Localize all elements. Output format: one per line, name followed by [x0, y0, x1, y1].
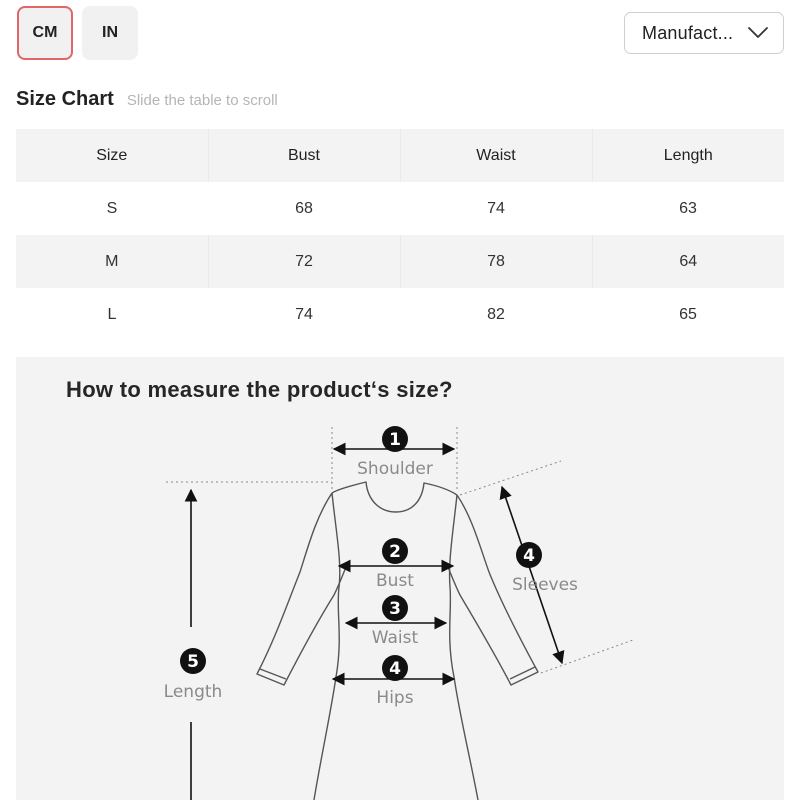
cell-waist: 74	[487, 199, 505, 217]
unit-cm-button[interactable]: CM	[17, 6, 73, 60]
svg-text:3: 3	[389, 599, 401, 619]
svg-text:Shoulder: Shoulder	[357, 459, 433, 479]
cell-length: 65	[679, 305, 697, 323]
cell-bust: 74	[295, 305, 313, 323]
unit-in-button[interactable]: IN	[82, 6, 138, 60]
cell-bust: 68	[295, 199, 313, 217]
marker-hips	[376, 655, 413, 708]
column-header-length: Length	[592, 129, 784, 182]
dress-measurement-illustration	[16, 357, 784, 800]
table-row	[16, 288, 784, 341]
cell-waist: 78	[400, 235, 592, 288]
table-row	[16, 182, 784, 235]
cell-size: M	[105, 252, 119, 270]
marker-sleeves	[512, 542, 578, 595]
measure-guide-title: How to measure the product‘s size?	[66, 377, 453, 402]
table-header-row	[16, 129, 784, 182]
marker-shoulder	[357, 426, 433, 479]
svg-text:Sleeves: Sleeves	[512, 575, 578, 595]
column-header-bust: Bust	[208, 129, 400, 182]
size-standard-value: Manufact...	[642, 22, 734, 43]
svg-text:1: 1	[389, 430, 401, 450]
size-standard-select[interactable]	[624, 12, 784, 54]
svg-text:5: 5	[187, 652, 199, 672]
cell-size: S	[106, 199, 118, 217]
chevron-down-icon	[747, 26, 769, 40]
svg-text:4: 4	[389, 659, 401, 679]
cell-length: 64	[592, 235, 784, 288]
size-table[interactable]	[16, 129, 784, 341]
scroll-hint: Slide the table to scroll	[126, 92, 278, 109]
column-header-size: Size	[96, 146, 128, 164]
svg-text:Bust: Bust	[376, 571, 414, 591]
size-chart-heading	[16, 88, 278, 111]
svg-text:Length: Length	[163, 682, 223, 702]
marker-length	[164, 648, 223, 702]
size-chart-title: Size Chart	[16, 88, 114, 110]
cell-length: 63	[679, 199, 697, 217]
cell-size: L	[107, 305, 117, 323]
table-row	[16, 235, 784, 288]
marker-bust	[376, 538, 414, 591]
svg-text:Waist: Waist	[371, 628, 419, 648]
svg-text:2: 2	[389, 542, 401, 562]
svg-text:4: 4	[523, 546, 535, 566]
marker-waist	[372, 595, 419, 648]
cell-waist: 82	[487, 305, 505, 323]
measurement-guide	[16, 357, 784, 800]
cell-bust: 72	[208, 235, 400, 288]
svg-text:Hips: Hips	[376, 688, 414, 708]
column-header-waist: Waist	[400, 129, 592, 182]
